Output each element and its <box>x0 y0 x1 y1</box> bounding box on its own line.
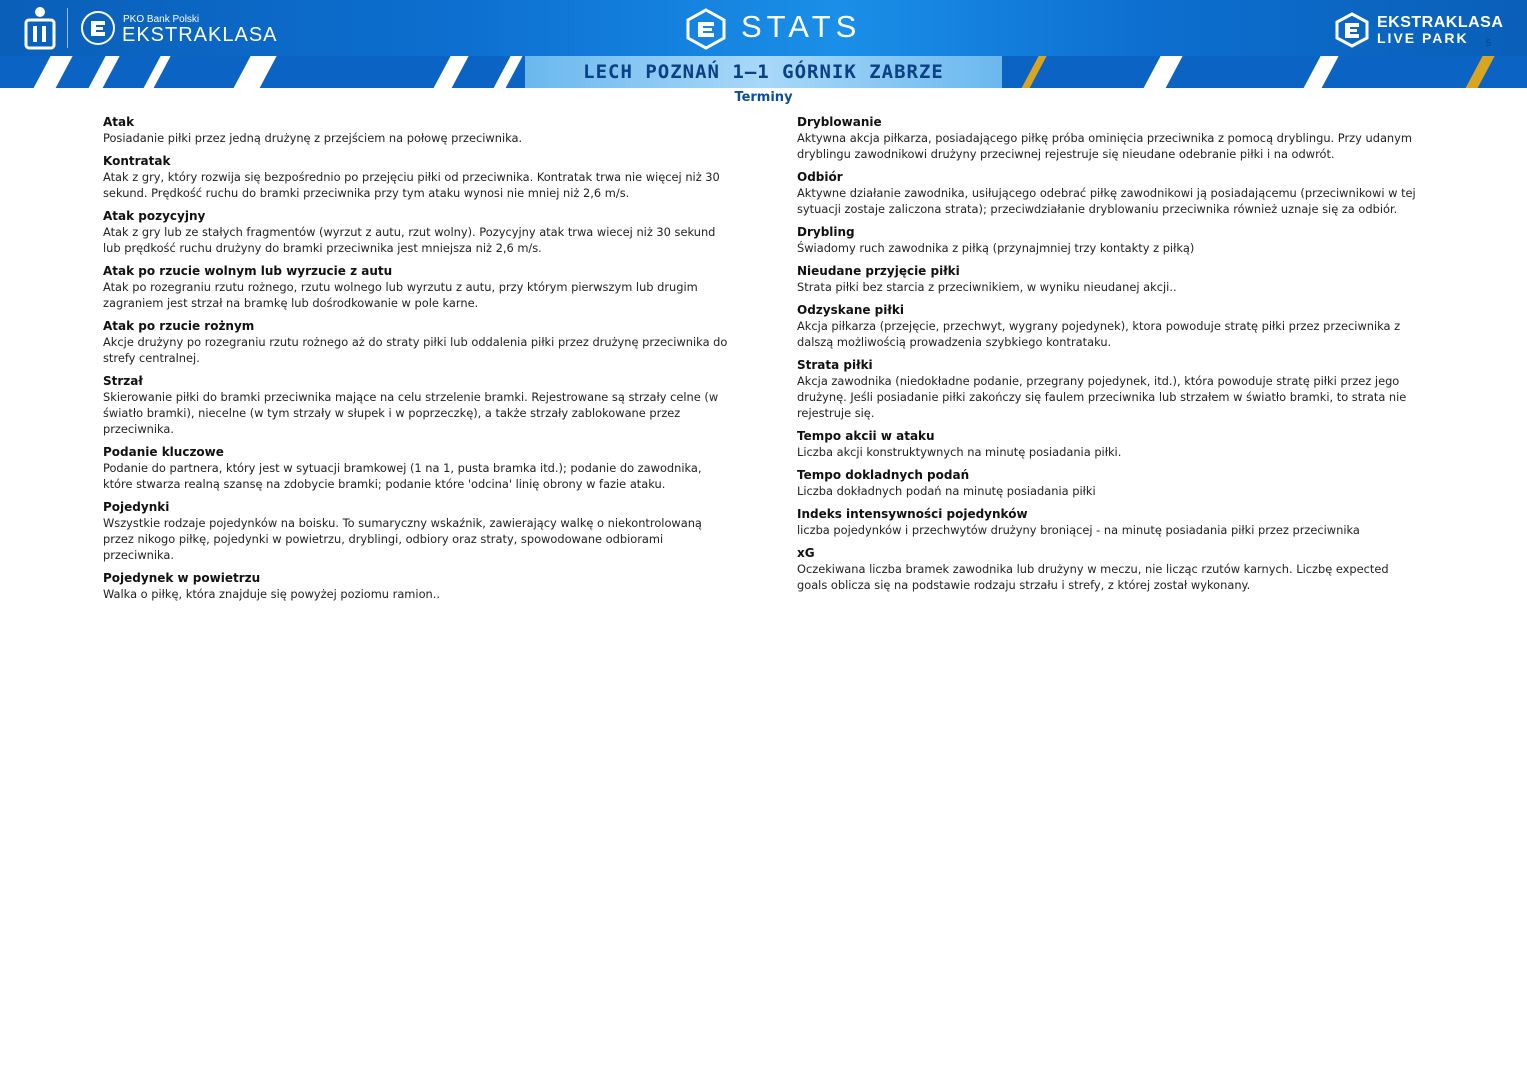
term-definition: Akcja zawodnika (niedokładne podanie, przegrany pojedynek, itd.), która powoduje stratę piłki przez jego drużynę. Jeśli posiadanie piłki zakończy się faulem przeciwnika lub strzałem w światło bramki, to strata nie rejestruje się. <box>797 374 1407 420</box>
ekstraklasa-logo-icon <box>80 10 116 46</box>
live-park-brand-line1: EKSTRAKLASA <box>1377 14 1504 31</box>
term-name: Pojedynek w powietrzu <box>103 571 261 585</box>
term-name: Strzał <box>103 374 143 388</box>
live-park-logo-icon <box>1334 12 1370 48</box>
term-definition: Świadomy ruch zawodnika z piłką (przynajmniej trzy kontakty z piłką) <box>797 241 1195 255</box>
section-title: Terminy <box>734 90 793 105</box>
term-entry <box>103 444 728 492</box>
term-entry <box>103 373 728 437</box>
term-name: Pojedynki <box>103 500 170 514</box>
term-name: Strata piłki <box>797 358 873 372</box>
term-entry <box>797 114 1419 162</box>
pko-bank-logo-icon <box>22 6 58 50</box>
term-definition: Strata piłki bez starcia z przeciwnikiem, w wyniku nieudanej akcji.. <box>797 280 1177 294</box>
term-entry <box>797 263 1419 295</box>
term-name: Atak po rzucie wolnym lub wyrzucie z autu <box>103 264 393 278</box>
term-name: xG <box>797 546 815 560</box>
term-definition: Akcja piłkarza (przejęcie, przechwyt, wygrany pojedynek), ktora powoduje stratę piłki przez przeciwnika z dalszą możliwością prowadzenia szybkiego kontrataku. <box>797 319 1401 349</box>
stats-title: STATS <box>741 9 862 44</box>
term-entry <box>797 428 1419 460</box>
term-entry <box>797 224 1419 256</box>
term-name: Atak pozycyjny <box>103 209 206 223</box>
term-entry <box>797 506 1419 538</box>
page-number: 5 <box>1486 38 1492 48</box>
match-title: LECH POZNAŃ 1–1 GÓRNIK ZABRZE <box>583 61 944 83</box>
term-name: Dryblowanie <box>797 115 882 129</box>
term-name: Tempo dokladnych podań <box>797 468 970 482</box>
page-header <box>0 0 1527 88</box>
term-definition: Wszystkie rodzaje pojedynków na boisku. To sumaryczny wskaźnik, zawierający walkę o niekontrolowaną przez nikogo piłkę, pojedynki w powietrzu, dryblingi, odbiory oraz straty, spowodowane odbiorami przeciwnika. <box>103 516 702 562</box>
stats-logo-icon <box>685 8 727 50</box>
term-definition: Walka o piłkę, która znajduje się powyżej poziomu ramion.. <box>103 587 441 601</box>
term-definition: Oczekiwana liczba bramek zawodnika lub drużyny w meczu, nie licząc rzutów karnych. Liczbę expected goals oblicza się na podstawie rodzaju strzału i strefy, z której został wykonany. <box>797 562 1389 592</box>
term-definition: Podanie do partnera, który jest w sytuacji bramkowej (1 na 1, pusta bramka itd.); podanie do zawodnika, które stwarza realną szansę na zdobycie bramki; podanie które 'odcina' linię obrony w fazie ataku. <box>103 461 702 491</box>
term-entry <box>797 467 1419 499</box>
term-definition: Liczba akcji konstruktywnych na minutę posiadania piłki. <box>797 445 1122 459</box>
term-definition: Aktywne działanie zawodnika, usiłującego odebrać piłkę zawodnikowi ją posiadającemu (przeciwnikowi w tej sytuacji zostaje zaliczona strata); przeciwdziałanie dryblowaniu przeciwnika również uznaje się za odbiór. <box>797 186 1416 216</box>
term-definition: Liczba dokładnych podań na minutę posiadania piłki <box>797 484 1096 498</box>
right-terms-column <box>797 114 1419 600</box>
term-definition: Aktywna akcja piłkarza, posiadającego piłkę próba ominięcia przeciwnika z pomocą dryblingu. Przy udanym dryblingu zawodnikowi drużyny przeciwnej rejestruje się nieudane odebranie piłki i na odwrót. <box>797 131 1412 161</box>
term-name: Odzyskane piłki <box>797 303 904 317</box>
term-entry <box>103 208 728 256</box>
term-entry <box>103 570 728 602</box>
match-title-bar <box>525 56 1002 88</box>
term-definition: Posiadanie piłki przez jedną drużynę z przejściem na połowę przeciwnika. <box>103 131 523 145</box>
term-entry <box>103 499 728 563</box>
term-entry <box>797 357 1419 421</box>
header-divider <box>67 8 68 48</box>
term-definition: Atak z gry lub ze stałych fragmentów (wyrzut z autu, rzut wolny). Pozycyjny atak trwa wiecej niż 30 sekund lub prędkość ruchu drużyny do bramki przeciwnika jest mniejsza niż 2,6 m/s. <box>103 225 716 255</box>
term-name: Atak po rzucie rożnym <box>103 319 255 333</box>
term-name: Drybling <box>797 225 855 239</box>
left-terms-column <box>103 114 728 609</box>
live-park-brand-line2: LIVE PARK <box>1377 30 1469 46</box>
term-definition: liczba pojedynków i przechwytów drużyny broniącej - na minutę posiadania piłki przez przeciwnika <box>797 523 1360 537</box>
term-name: Podanie kluczowe <box>103 445 224 459</box>
term-entry <box>797 545 1419 593</box>
term-entry <box>797 169 1419 217</box>
brand-sponsor-label: PKO Bank Polski <box>123 14 200 25</box>
term-name: Odbiór <box>797 170 843 184</box>
term-entry <box>103 114 728 146</box>
term-definition: Atak z gry, który rozwija się bezpośrednio po przejęciu piłki od przeciwnika. Kontratak trwa nie więcej niż 30 sekund. Prędkość ruchu do bramki przeciwnika przy tym ataku wynosi nie mniej niż 2,6 m/s. <box>103 170 720 200</box>
term-entry <box>797 302 1419 350</box>
term-definition: Akcje drużyny po rozegraniu rzutu rożnego aż do straty piłki lub oddalenia piłki przez drużynę przeciwnika do strefy centralnej. <box>103 335 728 365</box>
term-entry <box>103 263 728 311</box>
term-name: Kontratak <box>103 154 171 168</box>
term-definition: Atak po rozegraniu rzutu rożnego, rzutu wolnego lub wyrzutu z autu, przy którym pierwszym lub drugim zagraniem jest strzał na bramkę lub dośrodkowanie w pole karne. <box>103 280 698 310</box>
term-name: Nieudane przyjęcie piłki <box>797 264 960 278</box>
term-definition: Skierowanie piłki do bramki przeciwnika mające na celu strzelenie bramki. Rejestrowane są strzały celne (w światło bramki), niecelne (w tym strzały w słupek i w poprzeczkę), a także strzały zablokowane przez przeciwnika. <box>103 390 719 436</box>
term-name: Indeks intensywności pojedynków <box>797 507 1028 521</box>
term-name: Atak <box>103 115 135 129</box>
term-name: Tempo akcii w ataku <box>797 429 935 443</box>
brand-league-label: EKSTRAKLASA <box>122 24 278 46</box>
term-entry <box>103 153 728 201</box>
term-entry <box>103 318 728 366</box>
